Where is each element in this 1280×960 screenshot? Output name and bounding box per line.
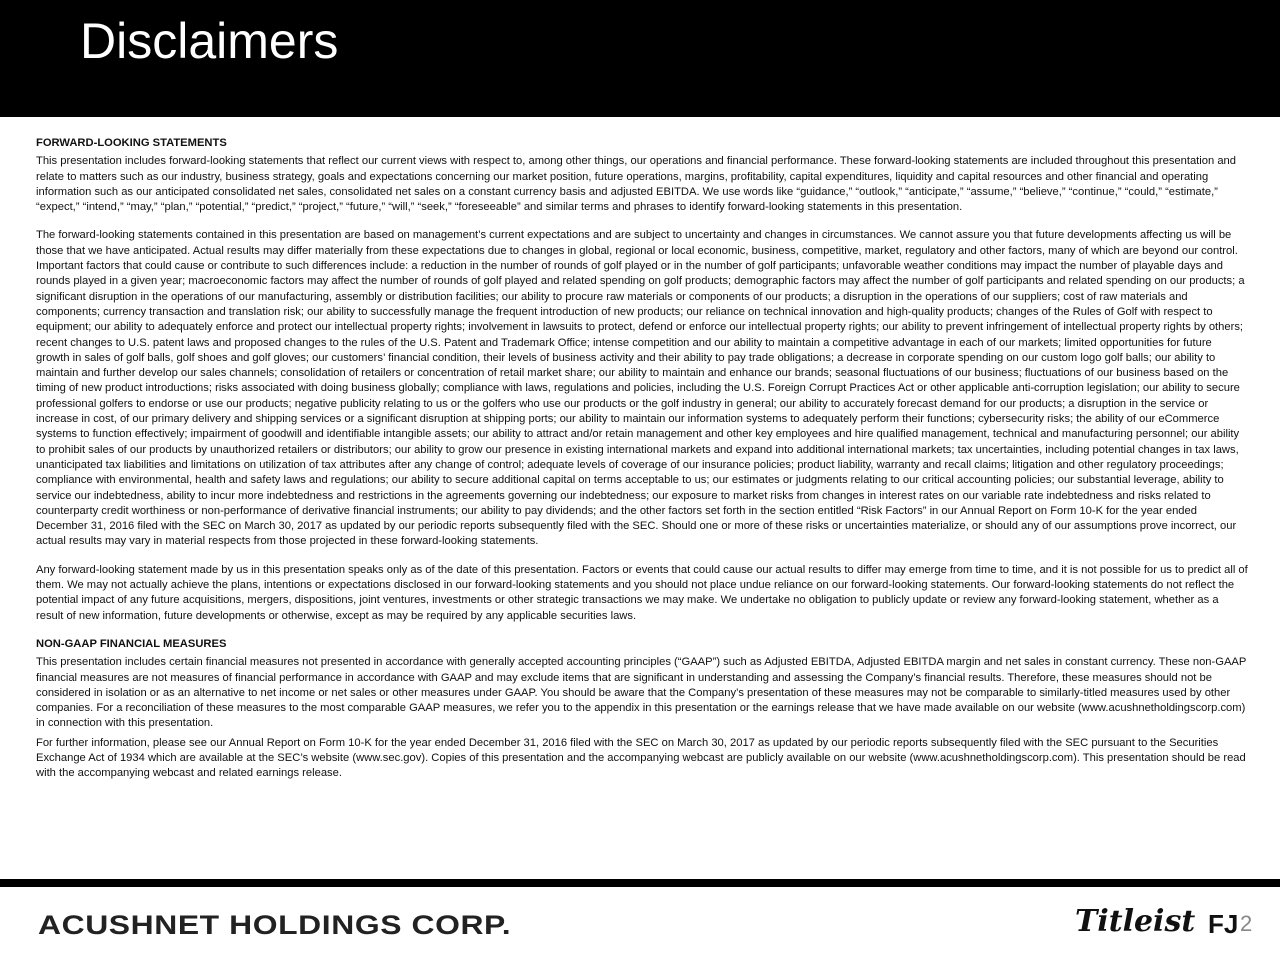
acushnet-logo: ACUSHNET HOLDINGS CORP. [38, 910, 512, 940]
page-title: Disclaimers [80, 13, 339, 69]
forward-looking-paragraph-3: Any forward-looking statement made by us in this presentation speaks only as of the date of this presentation. Factors or events that could cause our actual results to differ may emerge from time to time, and it is not possible for us to predict all of them. We may not actually achieve the plans, intentions or expectations disclosed in our forward-looking statements and you should not place undue reliance on our forward-looking statements. Our forward-looking statements do not reflect the potential impact of any future acquisitions, mergers, dispositions, joint ventures, investments or other strategic transactions we may make. We undertake no obligation to publicly update or review any forward-looking statement, whether as a result of new information, future developments or otherwise, except as may be required by any applicable securities laws. [36, 563, 1248, 622]
forward-looking-paragraph-1: This presentation includes forward-looking statements that reflect our current views with respect to, among other things, our operations and financial performance. These forward-looking statements are included throughout this presentation and relate to matters such as our industry, business strategy, goals and expectations concerning our market position, future operations, margins, profitability, capital expenditures, liquidity and capital resources and other financial and operating information such as our anticipated consolidated net sales, consolidated net sales on a constant currency basis and adjusted EBITDA. We use words like “guidance,” “outlook,” “anticipate,” “assume,” “believe,” “continue,” “could,” “estimate,” “expect,” “intend,” “may,” “plan,” “potential,” “predict,” “project,” “future,” “will,” “seek,” “foreseeable” and similar terms and phrases to identify forward-looking statements in this presentation. [36, 155, 1236, 214]
title-banner [0, 0, 1280, 117]
titleist-logo: Titleist [1075, 904, 1196, 939]
disclaimer-body [36, 136, 1248, 795]
page-number: 2 [1240, 911, 1253, 936]
forward-looking-heading: FORWARD-LOOKING STATEMENTS [36, 137, 227, 149]
footer-divider [0, 879, 1280, 887]
non-gaap-paragraph-1: This presentation includes certain financial measures not presented in accordance with generally accepted accounting principles (“GAAP”) such as Adjusted EBITDA, Adjusted EBITDA margin and net sales in constant currency. These non-GAAP financial measures are not measures of financial performance in accordance with GAAP and may exclude items that are significant in understanding and assessing the Company’s financial results. Therefore, these measures should not be considered in isolation or as an alternative to net income or net sales or other measures under GAAP. You should be aware that the Company’s presentation of these measures may not be comparable to similarly-titled measures used by other companies. For a reconciliation of these measures to the most comparable GAAP measures, we refer you to the appendix in this presentation or the earnings release that we have made available on our website (www.acushnetholdingscorp.com) in connection with this presentation. [36, 656, 1247, 730]
non-gaap-heading: NON-GAAP FINANCIAL MEASURES [36, 637, 227, 650]
non-gaap-paragraph-2: For further information, please see our Annual Report on Form 10-K for the year ended December 31, 2016 filed with the SEC on March 30, 2017 as updated by our periodic reports subsequently filed with the SEC pursuant to the Securities Exchange Act of 1934 which are available at the SEC’s website (www.sec.gov). Copies of this presentation and the accompanying webcast are publicly available on our website (www.acushnetholdingscorp.com). This presentation should be read with the accompanying webcast and related earnings release. [36, 736, 1246, 780]
forward-looking-paragraph-2: The forward-looking statements contained in this presentation are based on management’s current expectations and are subject to uncertainty and changes in circumstances. We cannot assure you that future developments affecting us will be those that we have anticipated. Actual results may differ materially from these expectations due to changes in global, regional or local economic, business, competitive, market, regulatory and other factors, many of which are beyond our control. Important factors that could cause or contribute to such differences include: a reduction in the number of rounds of golf played or in the number of golf participants; unfavorable weather conditions may impact the number of playable days and rounds played in a given year; macroeconomic factors may affect the number of rounds of golf played and related spending on golf products; demographic factors may affect the number of golf participants and related spending on our products; a significant disruption in the operations of our manufacturing, assembly or distribution facilities; our ability to procure raw materials or components of our products; a disruption in the operations of our suppliers; cost of raw materials and components; currency transaction and translation risk; our ability to successfully manage the frequent introduction of new products; our reliance on technical innovation and high-quality products; changes of the Rules of Golf with respect to equipment; our ability to adequately enforce and protect our intellectual property rights; involvement in lawsuits to protect, defend or enforce our intellectual property rights; our ability to prevent infringement of intellectual property rights by others; recent changes to U.S. patent laws and proposed changes to the rules of the U.S. Patent and Trademark Office; intense competition and our ability to maintain a competitive advantage in each of our markets; limited opportunities for future growth in sales of golf balls, golf shoes and golf gloves; our customers’ financial condition, their levels of business activity and their ability to pay trade obligations; a decrease in corporate spending on our custom logo golf balls; our ability to maintain and further develop our sales channels; consolidation of retailers or concentration of retail market share; our ability to maintain and enhance our brands; seasonal fluctuations of our business; fluctuations of our business based on the timing of new product introductions; risks associated with doing business globally; compliance with laws, regulations and policies, including the U.S. Foreign Corrupt Practices Act or other applicable anti-corruption legislation; our ability to secure professional golfers to endorse or use our products; negative publicity relating to us or the golfers who use our products or the golf industry in general; our ability to accurately forecast demand for our products; a disruption in the service or increase in cost, of our primary delivery and shipping services or a significant disruption at shipping ports; our ability to maintain our information systems to adequately perform their functions; cybersecurity risks; the ability of our eCommerce systems to function effectively; impairment of goodwill and identifiable intangible assets; our ability to attract and/or retain management and other key employees and hire qualified management, technical and manufacturing personnel; our ability to prohibit sales of our products by unauthorized retailers or distributors; our ability to grow our presence in existing international markets and expand into additional international markets; tax uncertainties, including potential changes in tax laws, unanticipated tax liabilities and limitations on utilization of tax attributes after any change of control; adequate levels of coverage of our insurance policies; product liability, warranty and recall claims; litigation and other regulatory proceedings; compliance with environmental, health and safety laws and regulations; our ability to secure additional capital on terms acceptable to us; our estimates or judgments relating to our critical accounting policies; our substantial leverage, ability to service our indebtedness, ability to incur more indebtedness and restrictions in the agreements governing our indebtedness; our exposure to market risks from changes in interest rates on our variable rate indebtedness and risks related to counterparty credit worthiness or non-performance of derivative financial instruments; our ability to pay dividends; and the other factors set forth in the section entitled “Risk Factors” in our Annual Report on Form 10-K for the year ended December 31, 2016 filed with the SEC on March 30, 2017 as updated by our periodic reports subsequently filed with the SEC. Should one or more of these risks or uncertainties materialize, or should any of our assumptions prove incorrect, our actual results may vary in material respects from those projected in these forward-looking statements. [36, 229, 1245, 548]
fj-logo: FJ [1208, 909, 1239, 939]
